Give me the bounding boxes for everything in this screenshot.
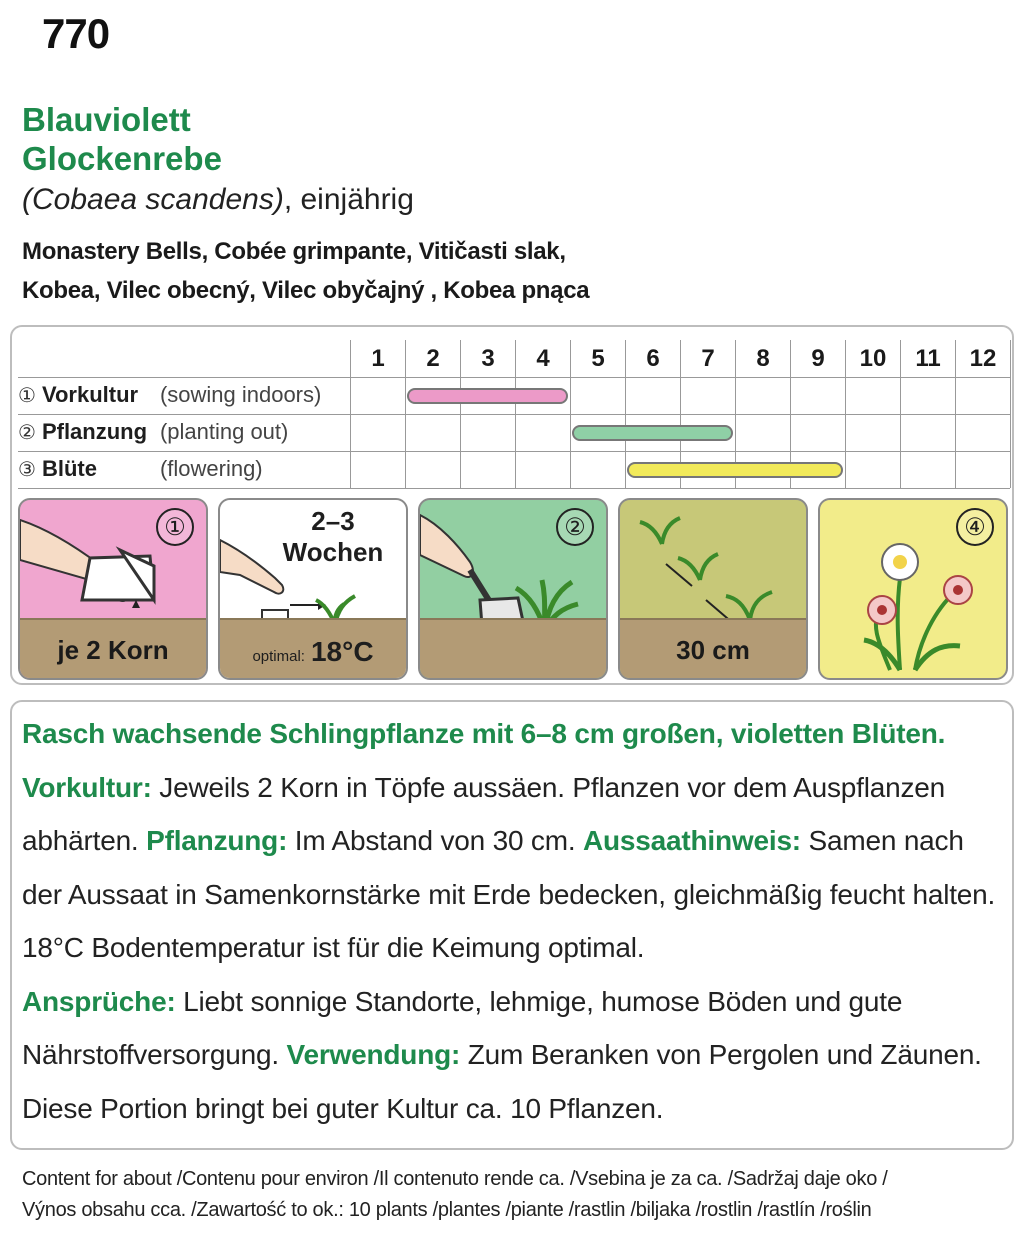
grid-line [18, 488, 1010, 489]
row-label-de: Blüte [41, 456, 97, 481]
month-header: 11 [900, 340, 955, 377]
heading-vorkultur: Vorkultur: [22, 771, 152, 803]
month-header: 6 [625, 340, 680, 377]
latin-suffix: , einjährig [283, 183, 414, 216]
row-number: ③ [18, 458, 36, 481]
calendar-bar [627, 462, 843, 478]
step-panel-sowing [18, 498, 208, 680]
month-header: 9 [790, 340, 845, 377]
title-line-2: Glockenrebe [22, 140, 222, 177]
month-header: 2 [405, 340, 460, 377]
month-header: 8 [735, 340, 790, 377]
calendar-row-label [18, 414, 288, 450]
heading-pflanzung: Pflanzung: [146, 825, 288, 856]
row-label-en: (planting out) [159, 419, 289, 444]
row-number: ① [18, 384, 36, 407]
product-code: 770 [42, 10, 110, 57]
alt-names-line-2: Kobea, Vilec obecný, Vilec obyčajný , Kobea pnąca [22, 277, 590, 304]
month-header: 3 [460, 340, 515, 377]
footer-line-1: Content for about /Contenu pour environ /Il contenuto rende ca. /Vsebina je za ca. /Sadržaj daje oko / [22, 1168, 888, 1190]
description-lead: Rasch wachsende Schlingpflanze mit 6–8 cm großen, violetten Blüten. [22, 718, 946, 749]
text-vorkultur: Jeweils 2 Korn in Töpfe aussäen. Pflanzen vor dem Auspflanzen abhärten. [22, 771, 946, 856]
text-pflanzung: Im Abstand von 30 cm. [287, 825, 583, 856]
text-aussaat: Samen nach der Aussaat in Samenkornstärke mit Erde bedecken, gleichmäßig feucht halten. 18°C Bodentemperatur ist für die Keimung optimal. [22, 825, 996, 963]
soil [420, 618, 606, 678]
month-header: 4 [515, 340, 570, 377]
weeks-text: 2–3 Wochen [282, 506, 384, 567]
row-label-en: (sowing indoors) [159, 382, 322, 407]
month-header: 10 [845, 340, 900, 377]
spacing-seedlings-icon [620, 500, 808, 630]
heading-verwendung: Verwendung: [286, 1039, 461, 1070]
text-ansprueche: Liebt sonnige Standorte, lehmige, humose Böden und gute Nährstoffversorgung. [22, 985, 903, 1070]
step-panel-planting [418, 498, 608, 680]
step-badge: ① [156, 508, 194, 546]
latin-name-line [22, 183, 414, 217]
calendar-row-label [18, 377, 321, 413]
alt-names-line-1: Monastery Bells, Cobée grimpante, Vitičasti slak, [22, 238, 566, 265]
month-header: 5 [570, 340, 625, 377]
text-verwendung: Zum Beranken von Pergolen und Zäunen. Diese Portion bringt bei guter Kultur ca. 10 Pflanzen. [22, 1039, 982, 1124]
calendar-bar [407, 388, 568, 404]
footer-line-2: Výnos obsahu cca. /Zawartość to ok.: 10 plants /plantes /piante /rastlin /biljaka /rostlin /rastlín /roślin [22, 1199, 872, 1221]
month-header: 7 [680, 340, 735, 377]
latin-name: (Cobaea scandens) [22, 183, 284, 216]
description-text [22, 707, 997, 1135]
temp-label: optimal: 18°C [252, 636, 374, 667]
step-panel-spacing [618, 498, 808, 680]
row-label-de: Vorkultur [41, 382, 139, 407]
row-number: ② [18, 421, 36, 444]
heading-aussaat: Aussaathinweis: [582, 825, 801, 856]
step-badge: ② [556, 508, 594, 546]
title-line-1: Blauviolett [22, 101, 191, 138]
step-panel-germination [218, 498, 408, 680]
step-label: je 2 Korn [57, 635, 169, 665]
row-label-en: (flowering) [159, 456, 263, 481]
grid-line [1010, 340, 1011, 488]
heading-ansprueche: Ansprüche: [22, 985, 176, 1017]
step-panel-flowering [818, 498, 1008, 680]
calendar-bar [572, 425, 733, 441]
calendar-row-label [18, 451, 263, 487]
month-header: 1 [350, 340, 405, 377]
spacing-label: 30 cm [676, 635, 750, 665]
row-label-de: Pflanzung [41, 419, 148, 444]
step-badge: ④ [956, 508, 994, 546]
month-header: 12 [955, 340, 1010, 377]
calendar-grid [350, 340, 1010, 488]
